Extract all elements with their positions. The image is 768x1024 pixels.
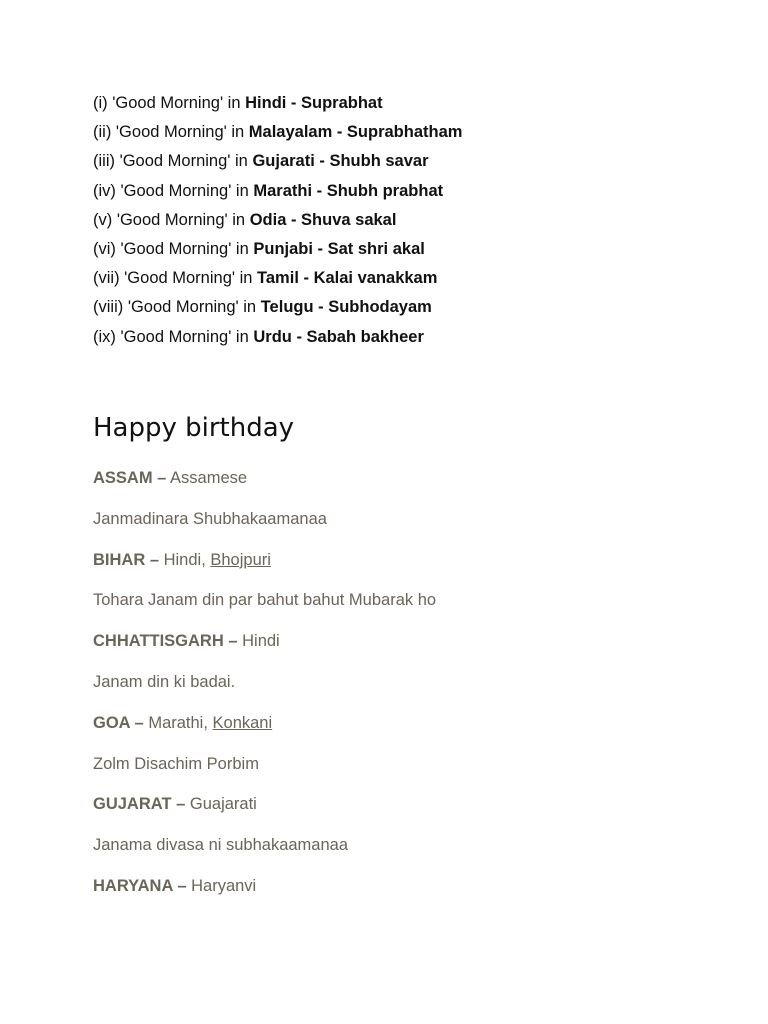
greeting-translation: Urdu - Sabah bakheer [253,327,424,346]
greeting-item-urdu [93,323,733,352]
state-languages: Haryanvi [186,876,257,895]
greeting-prefix: (iii) 'Good Morning' in [93,152,253,171]
state-name: GUJARAT – [93,795,186,814]
state-row-gujarat [93,794,436,814]
state-languages: Assamese [166,469,248,487]
state-name: BIHAR – [93,550,160,569]
state-name: ASSAM – [93,469,167,487]
phrase-row-gujarat [93,835,436,855]
good-morning-list [93,89,733,352]
greeting-item-telugu [93,293,733,322]
phrase-row-bihar [93,590,436,610]
state-languages: Hindi [237,632,280,651]
greeting-prefix: (vi) 'Good Morning' in [93,240,254,259]
greeting-item-tamil [93,264,733,293]
birthday-list [93,468,436,917]
greeting-translation: Marathi - Shubh prabhat [253,181,444,200]
birthday-phrase: Janmadinara Shubhakaamanaa [93,509,327,528]
birthday-phrase: Janam din ki badai. [93,672,236,691]
phrase-row-assam [93,509,436,529]
phrase-row-chhattisgarh [93,672,436,692]
greeting-item-gujarati [93,147,733,176]
state-row-haryana [93,876,436,896]
birthday-phrase: Tohara Janam din par bahut bahut Mubarak ho [93,591,437,610]
greeting-item-odia [93,206,733,235]
greeting-translation: Gujarati - Shubh savar [252,152,429,171]
state-row-goa [93,713,436,733]
greeting-translation: Tamil - Kalai vanakkam [257,269,438,288]
state-languages: Marathi, [143,713,213,732]
birthday-phrase: Zolm Disachim Porbim [93,754,259,773]
greeting-translation: Hindi - Suprabhat [245,94,383,112]
phrase-row-goa [93,754,436,774]
state-name: GOA – [93,713,144,732]
greeting-item-malayalam [93,118,733,147]
bhojpuri-link[interactable]: Bhojpuri [210,550,271,569]
state-name: CHHATTISGARH – [93,632,238,651]
greeting-item-hindi [93,89,733,118]
greeting-item-marathi [93,177,733,206]
greeting-prefix: (i) 'Good Morning' in [93,94,246,112]
state-row-assam [93,468,436,488]
greeting-translation: Malayalam - Suprabhatham [248,123,463,142]
birthday-phrase: Janama divasa ni subhakaamanaa [93,836,349,855]
greeting-translation: Telugu - Subhodayam [260,298,432,317]
greeting-prefix: (ix) 'Good Morning' in [93,327,254,346]
state-languages: Guajarati [185,795,257,814]
document-page [93,89,733,895]
greeting-prefix: (v) 'Good Morning' in [93,210,250,229]
greeting-prefix: (viii) 'Good Morning' in [93,298,261,317]
greeting-translation: Odia - Shuva sakal [249,210,397,229]
state-row-chhattisgarh [93,631,436,651]
greeting-prefix: (ii) 'Good Morning' in [93,123,249,142]
konkani-link[interactable]: Konkani [212,713,273,732]
state-row-bihar [93,550,436,570]
state-languages: Hindi, [159,550,211,569]
greeting-translation: Punjabi - Sat shri akal [253,240,425,259]
greeting-item-punjabi [93,235,733,264]
state-name: HARYANA – [93,876,187,895]
greeting-prefix: (vii) 'Good Morning' in [93,269,258,288]
section-heading-happy-birthday: Happy birthday [93,413,295,443]
greeting-prefix: (iv) 'Good Morning' in [93,181,254,200]
